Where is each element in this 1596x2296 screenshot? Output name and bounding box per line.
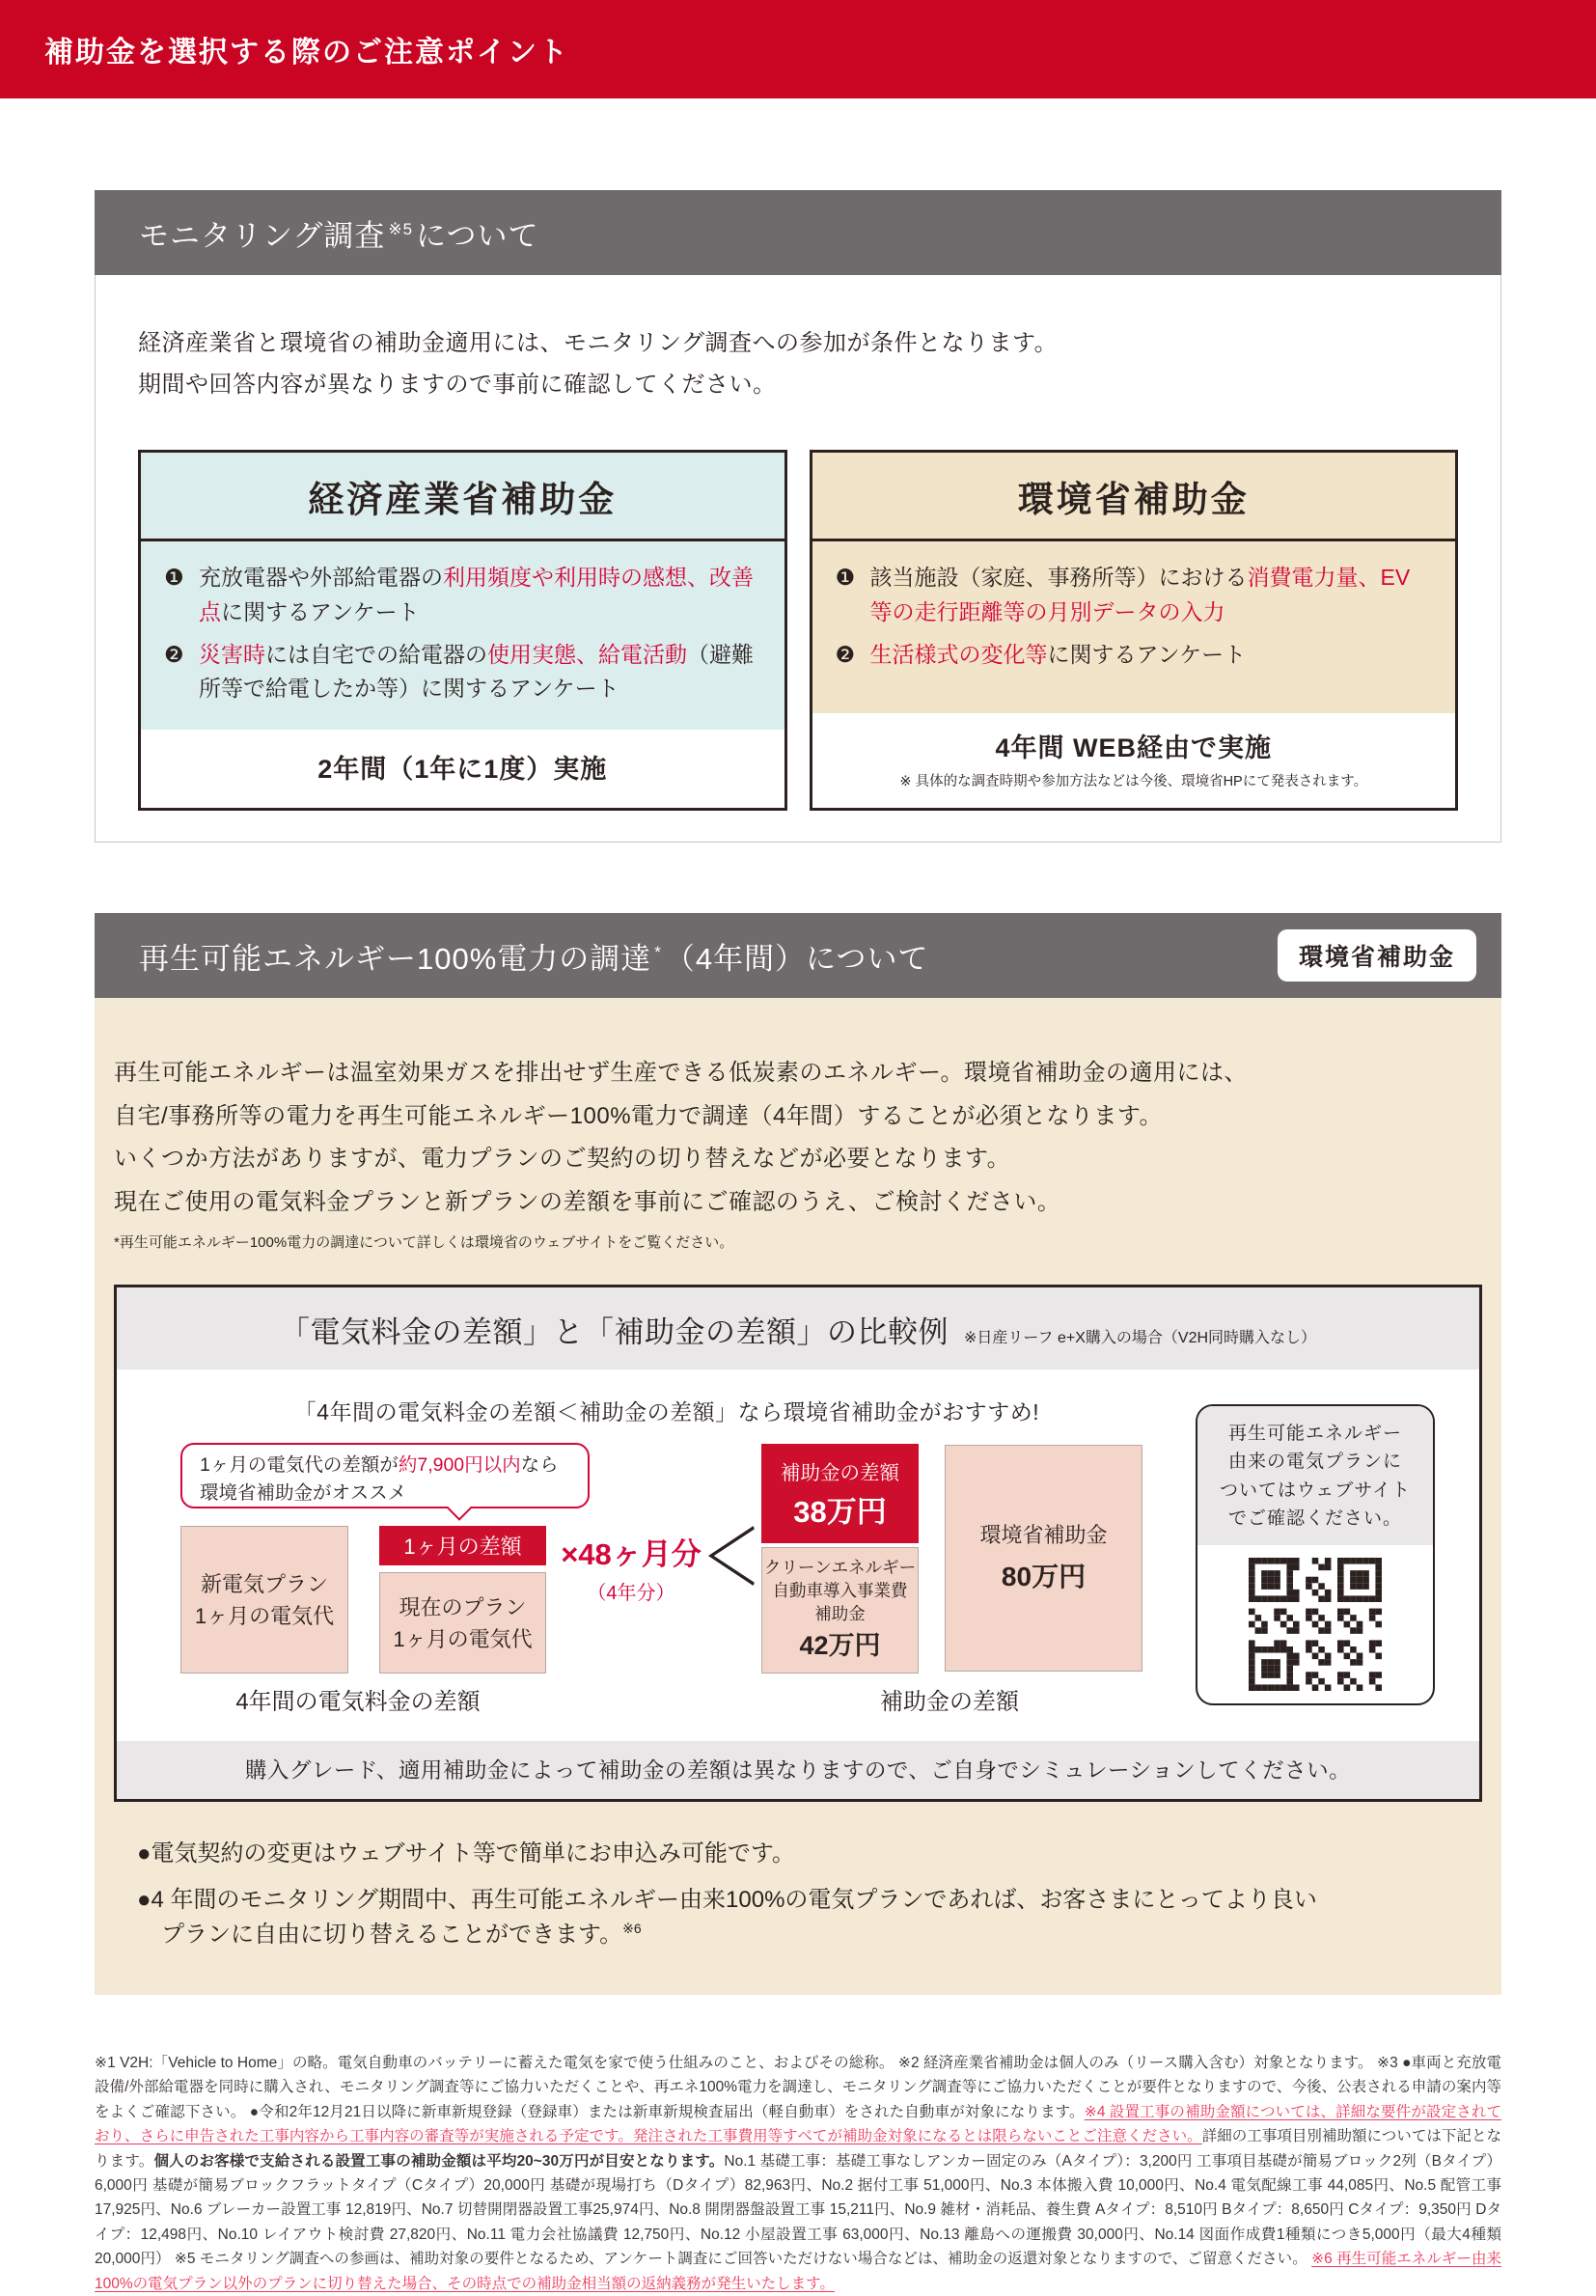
env-item-2-text: 生活様式の変化等に関するアンケート — [869, 641, 1247, 667]
electricity-diff-caption: 4年間の電気料金の差額 — [235, 1689, 481, 1715]
renewable-title: 再生可能エネルギー100%電力の調達 *（4年間）について — [139, 941, 929, 976]
env-box-footer — [812, 713, 1456, 808]
monthly-difference-box: 1ヶ月の差額 — [379, 1526, 546, 1565]
monitoring-title: モニタリング調査 $^{※5}$について — [139, 218, 539, 253]
monitoring-section-header — [95, 190, 1501, 275]
subsidy-difference-box: 補助金の差額 38万円 — [761, 1444, 919, 1543]
item-number-2-icon: ❷ — [164, 641, 184, 667]
renewable-section-header — [95, 913, 1501, 998]
bullet-1: ●電気契約の変更はウェブサイト等で簡単にお申込み可能です。 — [137, 1840, 795, 1867]
paragraph-line: 現在ご使用の電気料金プランと新プランの差額を事前にご確認のうえ、ご検討ください。 — [114, 1188, 1061, 1215]
qr-card — [1196, 1404, 1435, 1705]
page-title: 補助金を選択する際のご注意ポイント — [44, 37, 569, 69]
env-item-1-text: 該当施設（家庭、事務所等）における消費電力量、EV 等の走行距離等の月別データの入力 — [869, 565, 1411, 625]
env-subsidy-box — [810, 450, 1459, 811]
qr-card-text: 再生可能エネルギー 由来の電気プランに ついてはウェブサイト でご確認ください。 — [1197, 1406, 1433, 1545]
current-plan-box: 現在のプラン 1ヶ月の電気代 — [379, 1572, 546, 1674]
new-plan-box: 新電気プラン 1ヶ月の電気代 — [180, 1526, 348, 1674]
paragraph-line: 自宅/事務所等の電力を再生可能エネルギー100%電力で調達（4年間）することが必須となります。 — [114, 1102, 1163, 1129]
env-item-2 — [836, 638, 1433, 673]
comparison-diagram — [117, 1369, 1479, 1741]
env-schedule-note: ※ 具体的な調査時期や参加方法などは今後、環境省HPにて発表されます。 — [899, 774, 1368, 790]
comparison-title-note: ※日産リーフ e+X購入の場合（V2H同時購入なし） — [963, 1330, 1317, 1346]
callout-line-2: 環境省補助金がオススメ — [200, 1482, 407, 1505]
item-number-1-icon: ❶ — [164, 565, 184, 591]
comparison-title: 「電気料金の差額」と「補助金の差額」の比較例 — [279, 1315, 949, 1349]
simulation-note: 購入グレード、適用補助金によって補助金の差額は異なりますので、ご自身でシミュレーションしてください。 — [117, 1741, 1479, 1799]
comparison-box — [114, 1285, 1482, 1802]
footnote-ref-5: ※5 — [388, 219, 414, 238]
meti-box-footer — [141, 730, 784, 808]
meti-box-title: 経済産業省補助金 — [141, 453, 784, 541]
footnote-ref-asterisk: * — [654, 942, 662, 961]
meti-schedule: 2年間（1年に1度）実施 — [317, 755, 608, 785]
intro-line: 期間や回答内容が異なりますので事前に確認してください。 — [138, 371, 777, 398]
multiplier-label: ×48ヶ月分 （4年分） — [561, 1537, 702, 1604]
paragraph-line: いくつか方法がありますが、電力プランのご契約の切り替えなどが必要となります。 — [114, 1146, 1011, 1173]
meti-item-1-text: 充放電器や外部給電器の利用頻度や利用時の感想、改善点に関するアンケート — [199, 565, 754, 625]
renewable-section-body — [95, 998, 1501, 1995]
intro-line: 経済産業省と環境省の補助金適用には、モニタリング調査への参加が条件となります。 — [138, 330, 1059, 356]
meti-item-1 — [164, 561, 761, 629]
env-subsidy-badge: 環境省補助金 — [1278, 929, 1476, 982]
monitoring-section — [95, 190, 1501, 843]
meti-item-2-text: 災害時には自宅での給電器の使用実態、給電活動（避難所等で給電したか等）に関するアンケート — [199, 641, 754, 702]
renewable-section — [95, 913, 1501, 1995]
ministry-boxes — [138, 450, 1458, 811]
callout-line-1: 1ヶ月の電気代の差額が約7,900円以内なら — [200, 1454, 559, 1476]
env-item-1 — [836, 561, 1433, 629]
qr-code-image — [1249, 1558, 1382, 1691]
renewable-paragraph — [114, 1052, 1482, 1224]
footnotes: ※1 V2H:「Vehicle to Home」の略。電気自動車のバッテリーに蓄えた電気を家で使う仕組みのこと、およびその総称。 ※2 経済産業省補助金は個人のみ（リース購入含む）対象となります。 ※3 ●車両と充放電設備/外部給電器を同時に購入され、モニタリング調査等にご協力いただくことや、再エネ100%電力を調達し、モニタリング調査等にご協力いただくことが要件となりますので、今後、公表される申請の案内等をよくご確認下さい。 ●令和2年12月21日以降に新車新規登録（登録車）または新車新規検査届出（軽自動車）をされた自動車が対象になります。※4 設置工事の補助金額については、詳細な要件が設定されており、さらに申告された工事内容から工事内容の審査等が実施される予定です。発注された工事費用等すべてが補助金対象になるとは限らないことご注意ください。詳細の工事項目別補助額については下記となります。個人のお客様で支給される設置工事の補助金額は平均20~30万円が目安となります。No.1 基礎工事：基礎工事なしアンカー固定のみ（Aタイプ）：3,200円 工事項目基礎が簡易ブロック2列（Bタイプ）6,000円 基礎が簡易ブロックフラットタイプ（Cタイプ）20,000円 基礎が現場打ち（Dタイプ）82,963円、No.2 据付工事 51,000円、No.3 本体搬入費 10,000円、No.4 電気配線工事 44,085円、No.5 配管工事 17,925円、No.6 ブレーカー設置工事 12,819円、No.7 切替開閉器設置工事25,974円、No.8 開閉器盤設置工事 15,211円、No.9 雑材・消耗品、養生費 Aタイプ：8,510円 Bタイプ：8,650円 Cタイプ：9,350円 Dタイプ：12,498円、No.10 レイアウト検討費 27,820円、No.11 電力会社協議費 12,750円、No.12 小屋設置工事 63,000円、No.13 離島への運搬費 30,000円、No.14 図面作成費1種類につき5,000円（最大4種類20,000円） ※5 モニタリング調査への参画は、補助対象の要件となるため、アンケート調査にご回答いただけない場合などは、補助金の返還対象となりますので、ご留意ください。 ※6 再生可能エネルギー由来100%の電気プラン以外のプランに切り替えた場合、その時点での補助金相当額の返納義務が発生いたします。 — [95, 2055, 1502, 2292]
env-box-title: 環境省補助金 — [812, 453, 1456, 541]
bullet-2: ●4 年間のモニタリング期間中、再生可能エネルギー由来100%の電気プランであれば、お客さまにとってより良い プランに自由に切り替えることができます。$^{※6}$ — [137, 1887, 1317, 1948]
meti-subsidy-box — [138, 450, 787, 811]
comparison-headline: 「4年間の電気料金の差額＜補助金の差額」なら環境省補助金がおすすめ! — [293, 1399, 1040, 1425]
meti-box-body — [141, 541, 784, 730]
cev-subsidy-box: クリーンエネルギー 自動車導入事業費 補助金 42万円 — [761, 1547, 919, 1674]
item-number-2-icon: ❷ — [835, 641, 856, 667]
comparison-header — [117, 1287, 1479, 1369]
env-box-body — [812, 541, 1456, 713]
meti-item-2 — [164, 638, 761, 706]
qr-code — [1197, 1545, 1433, 1703]
subsidy-diff-caption: 補助金の差額 — [880, 1689, 1019, 1715]
less-than-symbol: ＜ — [701, 1513, 762, 1602]
footnote-ref-6: ※6 — [622, 1921, 642, 1936]
renewable-bullets — [137, 1837, 1482, 1952]
page-banner — [0, 0, 1596, 98]
env-schedule: 4年間 WEB経由で実施 — [995, 733, 1272, 763]
monitoring-section-body — [95, 275, 1501, 843]
env-subsidy-amount-box: 環境省補助金 80万円 — [945, 1445, 1142, 1672]
item-number-1-icon: ❶ — [835, 565, 856, 591]
monitoring-intro — [138, 323, 1458, 405]
paragraph-line: 再生可能エネルギーは温室効果ガスを排出せず生産できる低炭素のエネルギー。環境省補助金の適用には、 — [114, 1060, 1249, 1087]
recommendation-callout — [180, 1443, 590, 1508]
renewable-footnote: *再生可能エネルギー100%電力の調達について詳しくは環境省のウェブサイトをご覧ください。 — [114, 1234, 734, 1251]
